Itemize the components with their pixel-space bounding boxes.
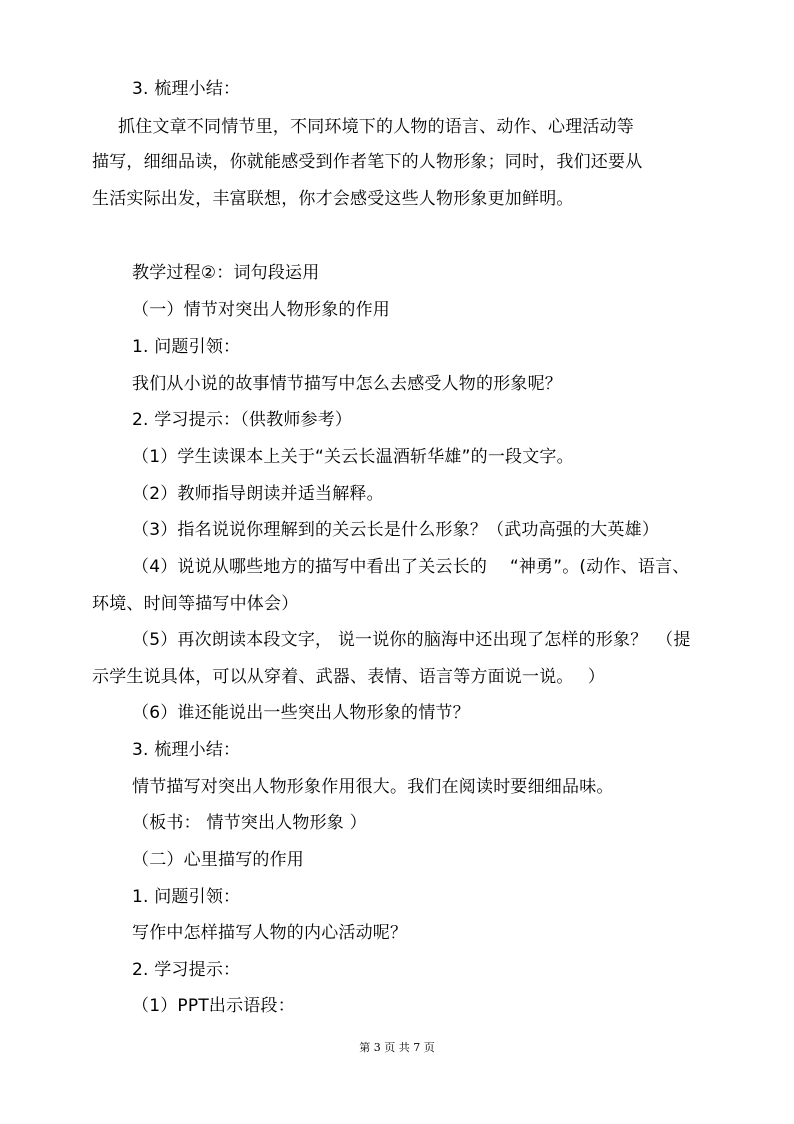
text-line: 抓住文章不同情节里，不同环境下的人物的语言、动作、心理活动等 bbox=[118, 117, 634, 137]
text-line: （5）再次朗读本段文字， 说一说你的脑海中还出现了怎样的形象？ （提 bbox=[132, 630, 691, 650]
text-line: （1）学生读课本上关于“关云长温酒斩华雄”的一段文字。 bbox=[132, 447, 574, 467]
text-line: （3）指名说说你理解到的关云长是什么形象？（武功高强的大英雄） bbox=[132, 520, 660, 540]
text-line: 情节描写对突出人物形象作用很大。我们在阅读时要细细品味。 bbox=[132, 777, 614, 797]
text-line: 1. 问题引领： bbox=[132, 887, 241, 907]
section-heading: 教学过程②：词句段运用 bbox=[132, 263, 320, 283]
text-line: 环境、时间等描写中体会） bbox=[92, 594, 299, 614]
text-line: （板书： 情节突出人物形象 ） bbox=[132, 813, 367, 833]
text-line: 我们从小说的故事情节描写中怎么去感受人物的形象呢？ bbox=[132, 374, 562, 394]
text-line: （1）PPT出示语段： bbox=[132, 996, 295, 1016]
page-footer: 第 3 页 共 7 页 bbox=[359, 1041, 435, 1054]
text-line: 生活实际出发，丰富联想，你才会感受这些人物形象更加鲜明。 bbox=[92, 189, 574, 209]
text-line: 1. 问题引领： bbox=[132, 337, 241, 357]
text-line: （6）谁还能说出一些突出人物形象的情节？ bbox=[132, 703, 470, 723]
text-line: 2. 学习提示： bbox=[132, 960, 241, 980]
text-line: 描写，细细品读，你就能感受到作者笔下的人物形象；同时，我们还要从 bbox=[92, 152, 643, 172]
subsection-heading: （一）情节对突出人物形象的作用 bbox=[132, 300, 390, 320]
text-line: （4）说说从哪些地方的描写中看出了关云长的 “神勇”。(动作、语言、 bbox=[132, 557, 690, 577]
subsection-heading: （二）心里描写的作用 bbox=[132, 850, 304, 870]
text-line: 3. 梳理小结： bbox=[132, 79, 241, 99]
text-line: （2）教师指导朗读并适当解释。 bbox=[132, 484, 384, 504]
text-line: 写作中怎样描写人物的内心活动呢？ bbox=[132, 923, 408, 943]
text-line: 2. 学习提示：（供教师参考） bbox=[132, 410, 353, 430]
text-line: 3. 梳理小结： bbox=[132, 740, 241, 760]
text-line: 示学生说具体，可以从穿着、武器、表情、语言等方面说一说。 ） bbox=[92, 667, 606, 687]
